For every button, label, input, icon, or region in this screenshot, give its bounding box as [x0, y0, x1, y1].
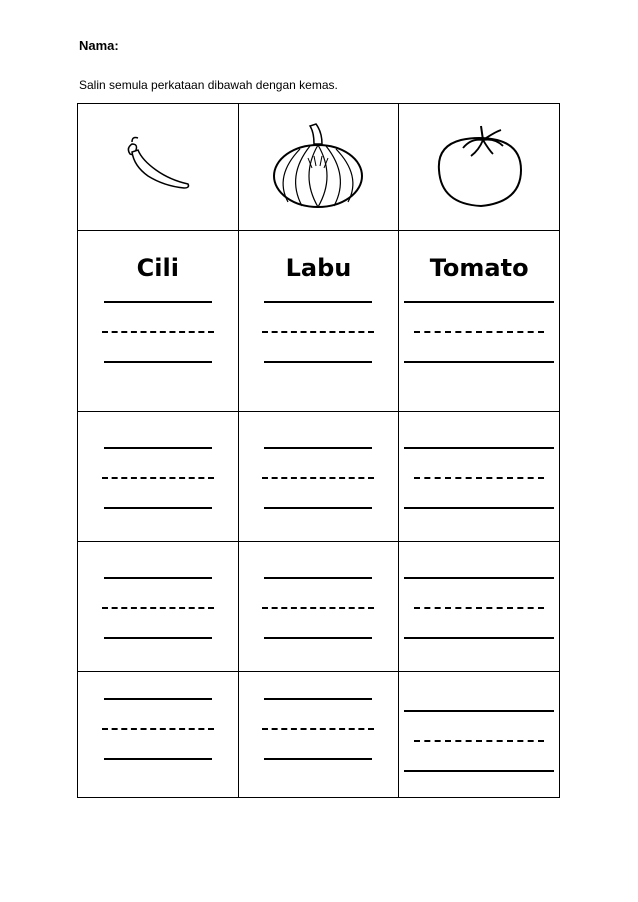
writing-line-top	[264, 447, 372, 449]
writing-lines	[78, 447, 238, 509]
practice-cell	[399, 672, 560, 798]
writing-line-top	[264, 301, 372, 303]
writing-lines	[78, 577, 238, 639]
writing-line-base	[264, 507, 372, 509]
practice-cell	[238, 672, 399, 798]
writing-line-top	[404, 447, 554, 449]
picture-cell-pumpkin	[238, 104, 399, 231]
writing-line-mid	[414, 331, 544, 333]
name-label: Nama:	[79, 38, 119, 53]
writing-line-base	[264, 758, 372, 760]
writing-line-base	[404, 637, 554, 639]
pumpkin-icon	[270, 122, 366, 212]
chili-icon	[118, 132, 198, 202]
writing-lines	[399, 447, 559, 509]
picture-cell-chili	[78, 104, 239, 231]
practice-row	[78, 672, 560, 798]
writing-lines	[239, 698, 399, 760]
word-cell-labu	[238, 231, 399, 412]
writing-line-base	[264, 637, 372, 639]
writing-line-top	[104, 301, 212, 303]
practice-cell	[399, 412, 560, 542]
writing-line-top	[404, 577, 554, 579]
writing-line-mid	[414, 740, 544, 742]
tomato-icon	[431, 122, 527, 212]
writing-line-base	[104, 361, 212, 363]
writing-line-mid	[262, 331, 374, 333]
writing-line-mid	[102, 728, 214, 730]
writing-lines	[78, 301, 238, 363]
writing-lines	[78, 698, 238, 760]
instruction-text: Salin semula perkataan dibawah dengan kemas.	[79, 78, 338, 92]
writing-line-base	[104, 507, 212, 509]
writing-line-mid	[102, 607, 214, 609]
writing-line-mid	[414, 607, 544, 609]
writing-line-base	[104, 637, 212, 639]
practice-cell	[78, 672, 239, 798]
writing-line-top	[264, 577, 372, 579]
writing-line-top	[104, 577, 212, 579]
practice-cell	[238, 412, 399, 542]
writing-lines	[239, 301, 399, 363]
picture-cell-tomato	[399, 104, 560, 231]
word-labu: Labu	[285, 254, 352, 282]
writing-line-top	[104, 447, 212, 449]
writing-line-top	[404, 301, 554, 303]
word-cili: Cili	[136, 254, 179, 282]
writing-line-mid	[102, 331, 214, 333]
word-cell-tomato	[399, 231, 560, 412]
picture-row	[78, 104, 560, 231]
practice-cell	[238, 542, 399, 672]
writing-line-base	[104, 758, 212, 760]
writing-line-base	[404, 507, 554, 509]
word-row	[78, 231, 560, 412]
practice-row	[78, 542, 560, 672]
practice-row	[78, 412, 560, 542]
writing-line-mid	[262, 728, 374, 730]
practice-cell	[78, 542, 239, 672]
practice-cell	[399, 542, 560, 672]
writing-lines	[239, 577, 399, 639]
writing-lines	[399, 577, 559, 639]
writing-lines	[239, 447, 399, 509]
practice-cell	[78, 412, 239, 542]
writing-lines	[399, 710, 559, 772]
writing-lines	[399, 301, 559, 363]
writing-line-mid	[102, 477, 214, 479]
worksheet-table	[77, 103, 560, 798]
writing-line-top	[104, 698, 212, 700]
word-cell-cili	[78, 231, 239, 412]
writing-line-base	[404, 770, 554, 772]
writing-line-top	[264, 698, 372, 700]
writing-line-mid	[262, 607, 374, 609]
writing-line-top	[404, 710, 554, 712]
word-tomato: Tomato	[429, 254, 529, 282]
writing-line-base	[264, 361, 372, 363]
writing-line-base	[404, 361, 554, 363]
writing-line-mid	[262, 477, 374, 479]
writing-line-mid	[414, 477, 544, 479]
